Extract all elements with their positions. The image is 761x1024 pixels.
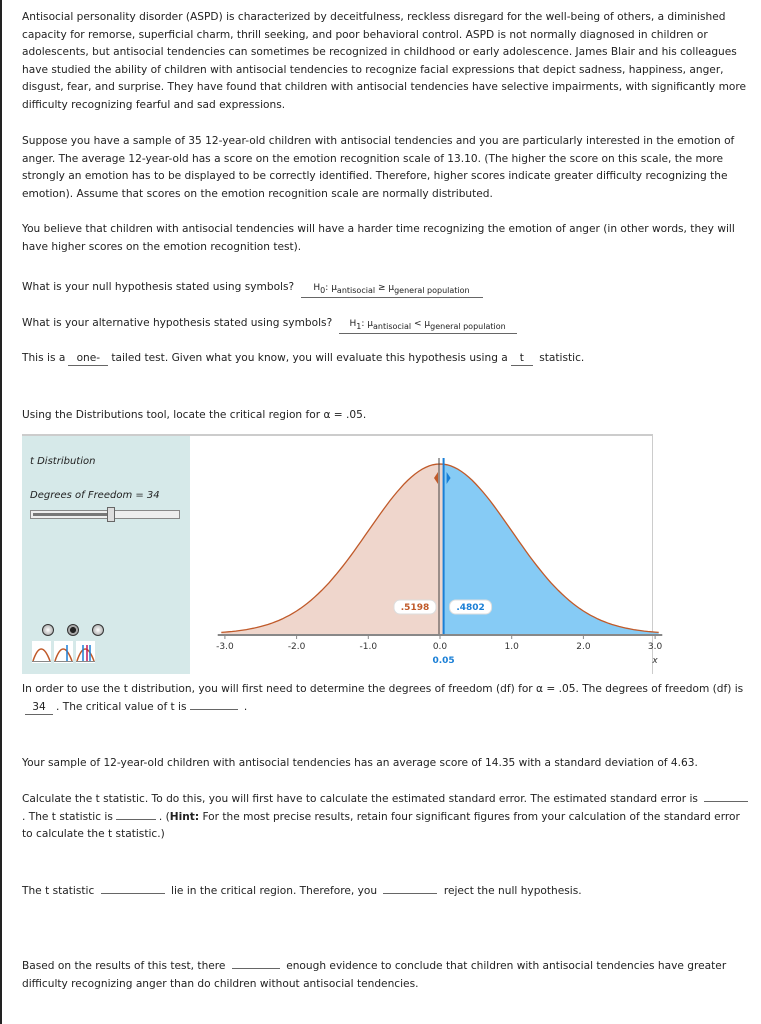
- tool-panel: [22, 436, 190, 674]
- dof-label: Degrees of Freedom = 34: [30, 490, 160, 501]
- t-distribution-plot[interactable]: [190, 436, 663, 674]
- belief-paragraph: You believe that children with antisocial tendencies will have a harder time recognizing the emotion of anger (in other words, they will have higher scores on the emotion recognition test).: [22, 223, 735, 253]
- tick-label: 0.0: [432, 642, 448, 652]
- one-curve-icon: [32, 641, 51, 663]
- t-statistic-answer[interactable]: [116, 819, 156, 820]
- null-hypothesis-answer[interactable]: $H_0$: $\mu_{antisocial} \ge \mu_{general population}$: [301, 282, 483, 298]
- tick-label: 2.0: [576, 642, 591, 652]
- reject-dropdown[interactable]: [383, 893, 437, 894]
- tail-sentence: This is a one- tailed test. Given what you know, you will evaluate this hypothesis using a t statistic.: [22, 352, 585, 364]
- cutoff-value: 0.05: [432, 656, 455, 666]
- x-axis-label: x: [652, 656, 658, 666]
- conclusion-sentence: Based on the results of this test, there enough evidence to conclude that children with antisocial tendencies have greater difficulty recognizing anger than do children without antisocial tendencies.: [22, 960, 727, 990]
- intro-paragraph: Antisocial personality disorder (ASPD) is characterized by deceitfulness, reckless disregard for the well-being of others, a diminished capacity for remorse, superficial charm, thrill seeking, and poor behavioral control. ASPD is not normally diagnosed in children or adolescents, but antisocial tendencies can sometimes be recognized in childhood or early adolescence. James Blair and his colleagues have studied the ability of children with antisocial tendencies to recognize facial expressions that depict sadness, happiness, anger, disgust, fear, and surprise. They have found that children with antisocial tendencies have selective impairments, with significantly more difficulty recognizing fearful and sad expressions.: [22, 11, 747, 111]
- df-sentence: In order to use the t distribution, you will first need to determine the degrees of freedom (df) for α = .05. The degrees of freedom (df) is 34 . The critical value of t is .: [22, 683, 744, 713]
- sample-stats: Your sample of 12-year-old children with antisocial tendencies has an average score of 14.35 with a standard deviation of 4.63.: [22, 757, 698, 769]
- radio-two-lines[interactable]: [92, 624, 104, 636]
- radio-one-curve[interactable]: [42, 624, 54, 636]
- alt-hypothesis-answer[interactable]: $H_1$: $\mu_{antisocial} < \mu_{general population}$: [339, 318, 517, 334]
- distributions-tool[interactable]: [22, 434, 663, 674]
- null-question-text: What is your null hypothesis stated using symbols?: [22, 281, 295, 293]
- evidence-dropdown[interactable]: [232, 968, 280, 969]
- critical-region-sentence: The t statistic lie in the critical region. Therefore, you reject the null hypothesis.: [22, 885, 582, 897]
- radio-one-line[interactable]: [67, 624, 79, 636]
- left-area-label: [394, 600, 436, 614]
- locate-instruction: Using the Distributions tool, locate the critical region for α = .05.: [22, 409, 367, 421]
- alt-question: [22, 315, 752, 334]
- tick-label: -1.0: [359, 642, 378, 652]
- null-question: [22, 279, 752, 298]
- distribution-title: t Distribution: [30, 456, 96, 467]
- calc-instruction: Calculate the t statistic. To do this, you will first have to calculate the estimated standard error. The estimated standard error is . The t statistic is . (Hint: For the most precise results, retain four significant figures from your calculation of the standard error to calculate the t statistic.): [22, 791, 752, 844]
- statistic-answer[interactable]: t: [511, 352, 533, 366]
- two-lines-icon: [76, 641, 95, 663]
- dof-slider[interactable]: [30, 510, 180, 519]
- svg-text:.5198: .5198: [400, 603, 430, 613]
- slider-thumb[interactable]: [107, 507, 115, 522]
- tick-label: -2.0: [287, 642, 306, 652]
- standard-error-answer[interactable]: [704, 801, 748, 802]
- tick-label: 1.0: [504, 642, 519, 652]
- right-area-label: [450, 600, 492, 614]
- df-answer[interactable]: 34: [25, 701, 53, 715]
- sample-paragraph: Suppose you have a sample of 35 12-year-old children with antisocial tendencies and you are particularly interested in the emotion of anger. The average 12-year-old has a score on the emotion recognition scale of 13.10. (The higher the score on this scale, the more strongly an emotion has to be displayed to be correctly identified. Therefore, higher scores indicate greater difficulty recognizing the emotion). Assume that scores on the emotion recognition scale are normally distributed.: [22, 135, 735, 200]
- one-line-icon: [54, 641, 73, 663]
- tail-answer[interactable]: one-: [68, 352, 108, 366]
- tick-label: -3.0: [216, 642, 234, 652]
- critical-value-answer[interactable]: [190, 709, 238, 710]
- svg-text:.4802: .4802: [456, 603, 485, 613]
- lie-dropdown[interactable]: [101, 893, 165, 894]
- tick-label: 3.0: [647, 642, 663, 652]
- alt-question-text: What is your alternative hypothesis stated using symbols?: [22, 317, 333, 329]
